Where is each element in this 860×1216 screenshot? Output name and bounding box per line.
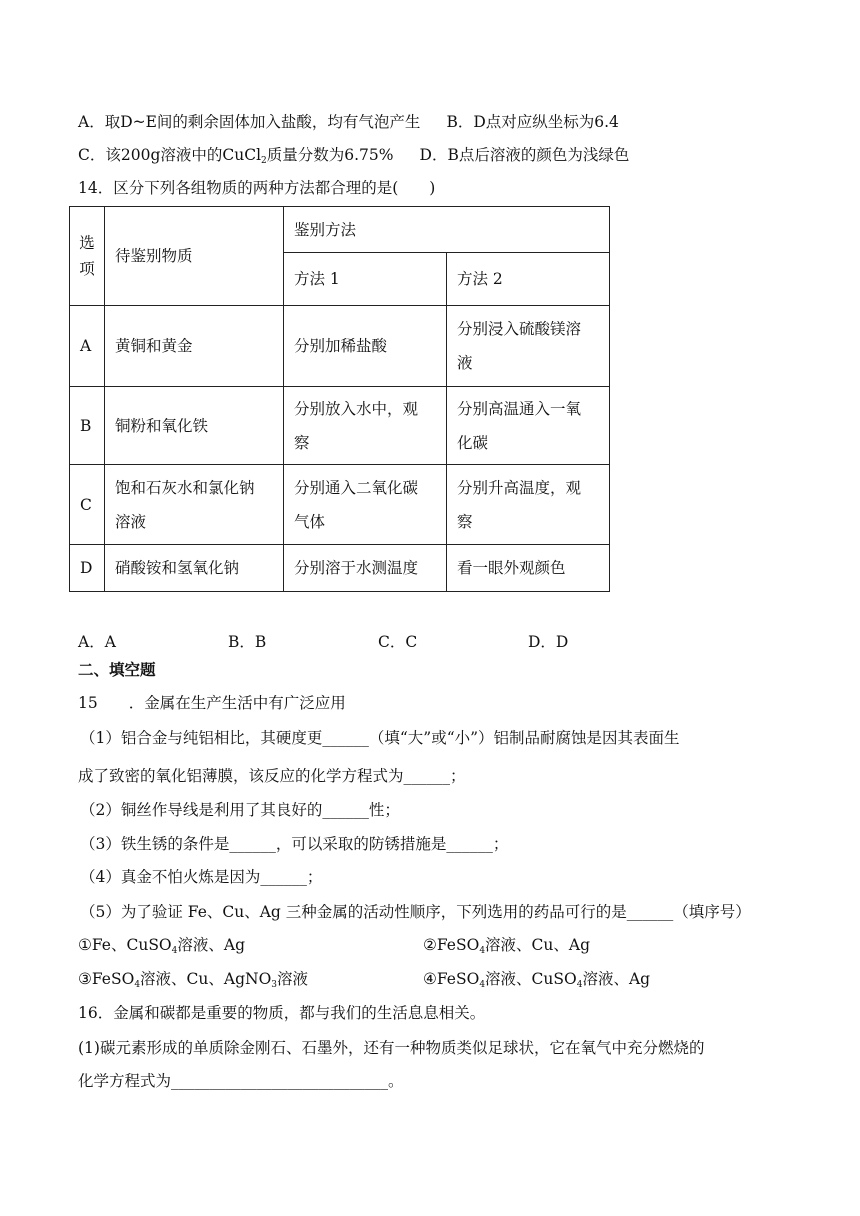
row-c-option: C	[70, 465, 105, 545]
q15-part4: （4）真金不怕火炼是因为______；	[80, 868, 323, 886]
row-d-method2: 看一眼外观颜色	[447, 545, 610, 592]
q15-part5: （5）为了验证 Fe、Cu、Ag 三种金属的活动性顺序，下列选用的药品可行的是______（填序号）	[80, 903, 751, 921]
table-header-method2: 方法 2	[447, 253, 610, 306]
row-a-method1: 分别加稀盐酸	[284, 306, 447, 387]
table-header-substance: 待鉴别物质	[105, 207, 284, 306]
row-a-method2: 分别浸入硫酸镁溶 液	[447, 306, 610, 387]
row-c-substance: 饱和石灰水和氯化钠 溶液	[105, 465, 284, 545]
table-row	[70, 545, 610, 592]
table-row	[70, 465, 610, 545]
row-d-method1: 分别溶于水测温度	[284, 545, 447, 592]
q13-option-c: C．该200g溶液中的CuCl$_2$质量分数为6.75%	[78, 146, 394, 166]
q13-option-row-2	[78, 145, 629, 171]
q15-option-1: ①Fe、CuSO$_4$溶液、Ag	[78, 936, 246, 956]
q14-stem: 14．区分下列各组物质的两种方法都合理的是( )	[78, 179, 436, 197]
row-d-option: D	[70, 545, 105, 592]
q16-part1-line1: (1)碳元素形成的单质除金刚石、石墨外，还有一种物质类似足球状，它在氧气中充分燃烧的	[78, 1039, 705, 1057]
q14-table	[69, 206, 610, 592]
row-a-option: A	[70, 306, 105, 387]
row-a-substance: 黄铜和黄金	[105, 306, 284, 387]
q14-choice-b: B．B	[228, 633, 267, 651]
q13-option-b: B．D点对应纵坐标为6.4	[446, 113, 619, 131]
q15-option-3: ③FeSO$_4$溶液、Cu、AgNO$_3$溶液	[78, 970, 309, 990]
row-b-method1: 分别放入水中，观 察	[284, 387, 447, 465]
row-c-method1: 分别通入二氧化碳 气体	[284, 465, 447, 545]
table-row	[70, 387, 610, 465]
q15-part1-line2: 成了致密的氧化铝薄膜，该反应的化学方程式为______；	[78, 767, 466, 785]
q15-part1-line1: （1）铝合金与纯铝相比，其硬度更______（填“大”或“小”）铝制品耐腐蚀是因其表面生	[80, 729, 680, 747]
q13-option-a: A．取D~E间的剩余固体加入盐酸，均有气泡产生	[78, 113, 421, 131]
q15-option-4: ④FeSO$_4$溶液、CuSO$_4$溶液、Ag	[423, 970, 651, 990]
q16-stem: 16．金属和碳都是重要的物质，都与我们的生活息息相关。	[78, 1004, 486, 1022]
q13-option-d: D．B点后溶液的颜色为浅绿色	[419, 146, 630, 164]
q15-part3: （3）铁生锈的条件是______，可以采取的防锈措施是______；	[80, 835, 509, 853]
table-row	[70, 306, 610, 387]
table-header-option: 选 项	[70, 207, 105, 306]
q15-option-2: ②FeSO$_4$溶液、Cu、Ag	[423, 936, 591, 956]
q15-part2: （2）铜丝作导线是利用了其良好的______性；	[80, 801, 400, 819]
row-d-substance: 硝酸铵和氢氧化钠	[105, 545, 284, 592]
q15-stem: 15 ．金属在生产生活中有广泛应用	[78, 694, 346, 712]
q16-part1-line2: 化学方程式为____________________________。	[78, 1072, 404, 1090]
q14-choice-c: C．C	[378, 633, 418, 651]
section-title: 二、填空题	[78, 660, 156, 679]
row-b-option: B	[70, 387, 105, 465]
table-header-method1: 方法 1	[284, 253, 447, 306]
row-b-substance: 铜粉和氧化铁	[105, 387, 284, 465]
table-header-method: 鉴别方法	[284, 207, 610, 253]
q14-choice-d: D．D	[528, 633, 569, 651]
q14-choice-a: A．A	[78, 633, 116, 651]
q13-option-row-1	[78, 112, 619, 132]
row-b-method2: 分别高温通入一氧 化碳	[447, 387, 610, 465]
row-c-method2: 分别升高温度，观 察	[447, 465, 610, 545]
